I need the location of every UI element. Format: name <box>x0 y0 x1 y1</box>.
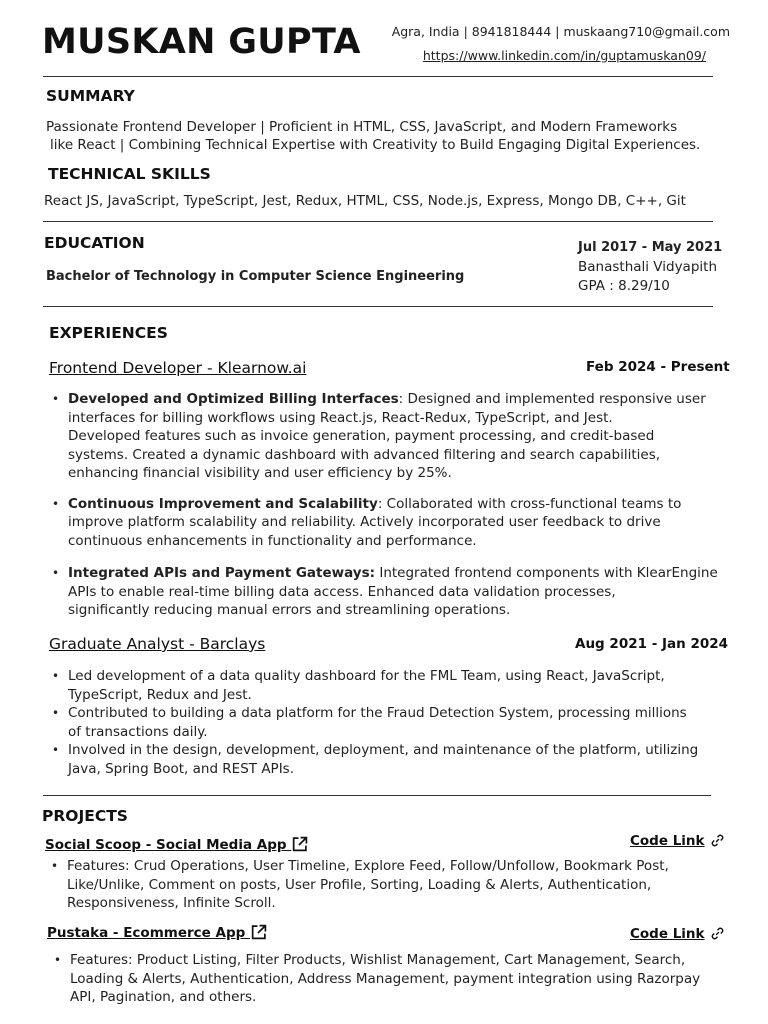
gpa: GPA : 8.29/10 <box>578 278 670 294</box>
external-link-icon[interactable] <box>250 924 267 941</box>
bullet-text: Java, Spring Boot, and REST APIs. <box>68 760 294 777</box>
bullet-text: Involved in the design, development, deployment, and maintenance of the platform, utilizing <box>68 742 699 758</box>
external-link-icon[interactable] <box>291 836 308 853</box>
feature-text: Loading & Alerts, Authentication, Address Management, payment integration using Razorpay <box>70 970 701 987</box>
bullet-text: APIs to enable real-time billing data access. Enhanced data validation processes, <box>68 583 616 600</box>
list-item <box>44 495 724 551</box>
resume-name: MUSKAN GUPTA <box>42 22 361 62</box>
contact-line: Agra, India | 8941818444 | muskaang710@gmail.com <box>391 24 730 39</box>
feature-text: API, Pagination, and others. <box>70 989 257 1005</box>
bullet-text: : Designed and implemented responsive user <box>398 391 706 407</box>
contact-block <box>392 23 730 65</box>
job-title-barclays: Graduate Analyst - Barclays <box>49 635 266 653</box>
school-name: Banasthali Vidyapith <box>578 259 718 275</box>
list-item <box>44 564 724 620</box>
social-scoop-features <box>43 857 723 913</box>
feature-text: Like/Unlike, Comment on posts, User Profile, Sorting, Loading & Alerts, Authentication, <box>67 876 652 893</box>
list-item <box>44 741 724 778</box>
degree-title: Bachelor of Technology in Computer Science Engineering <box>46 269 465 284</box>
feature-text: Responsiveness, Infinite Scroll. <box>67 895 276 911</box>
bullet-heading: Continuous Improvement and Scalability <box>68 495 378 512</box>
code-link-pustaka[interactable] <box>630 923 725 942</box>
bullet-text: interfaces for billing workflows using React.js, React-Redux, TypeScript, and Jest. <box>68 409 613 426</box>
projects-heading: PROJECTS <box>42 807 128 825</box>
summary-heading: SUMMARY <box>46 87 135 105</box>
bullet-heading: Developed and Optimized Billing Interfaces <box>68 391 399 407</box>
skills-heading: TECHNICAL SKILLS <box>48 165 211 183</box>
bullet-text: Contributed to building a data platform for the Fraud Detection System, processing millions <box>68 705 687 721</box>
list-item <box>46 951 726 1007</box>
code-link-social-scoop[interactable] <box>630 830 725 849</box>
chain-link-icon <box>710 926 725 941</box>
education-heading: EDUCATION <box>44 234 145 252</box>
summary-line-1: Passionate Frontend Developer | Proficient in HTML, CSS, JavaScript, and Modern Frameworks <box>46 119 678 135</box>
bullet-text: Developed features such as invoice generation, payment processing, and credit-based <box>68 428 655 444</box>
job-dates-barclays: Aug 2021 - Jan 2024 <box>575 636 729 652</box>
skills-text: React JS, JavaScript, TypeScript, Jest, Redux, HTML, CSS, Node.js, Express, Mongo DB, C++, Git <box>44 193 686 209</box>
bullet-heading: Integrated APIs and Payment Gateways: <box>68 565 376 581</box>
project-title-pustaka[interactable] <box>47 922 267 941</box>
experiences-heading: EXPERIENCES <box>49 324 168 342</box>
divider <box>43 221 713 222</box>
summary-line-2: like React | Combining Technical Expertise with Creativity to Build Engaging Digital Experiences. <box>50 137 701 153</box>
project-title-social-scoop[interactable] <box>45 834 308 853</box>
job-title-klearnow: Frontend Developer - Klearnow.ai <box>49 359 307 377</box>
bullet-text: significantly reducing manual errors and streamlining operations. <box>68 602 511 618</box>
bullet-text: enhancing financial visibility and user efficiency by 25%. <box>68 465 452 481</box>
divider <box>43 76 713 77</box>
project-title-text: Social Scoop - Social Media App <box>45 837 292 853</box>
feature-text: Features: Crud Operations, User Timeline, Explore Feed, Follow/Unfollow, Bookmark Post, <box>67 858 669 874</box>
bullet-text: systems. Created a dynamic dashboard with advanced filtering and search capabilities, <box>68 446 661 463</box>
feature-text: Features: Product Listing, Filter Products, Wishlist Management, Cart Management, Search, <box>70 952 686 968</box>
code-link-text: Code Link <box>630 833 705 849</box>
bullet-text: improve platform scalability and reliability. Actively incorporated user feedback to drive <box>68 514 661 530</box>
education-dates: Jul 2017 - May 2021 <box>578 240 723 255</box>
bullet-text: of transactions daily. <box>68 723 208 740</box>
list-item <box>44 390 724 483</box>
bullet-text: TypeScript, Redux and Jest. <box>68 686 252 703</box>
linkedin-link[interactable]: https://www.linkedin.com/in/guptamuskan09/ <box>422 48 706 63</box>
list-item <box>44 667 724 704</box>
divider <box>43 306 713 307</box>
list-item <box>44 704 724 741</box>
barclays-bullets <box>44 667 724 778</box>
divider <box>43 795 711 796</box>
project-title-text: Pustaka - Ecommerce App <box>47 925 250 941</box>
bullet-text: Integrated frontend components with KlearEngine <box>375 565 718 581</box>
job-dates-klearnow: Feb 2024 - Present <box>586 359 730 375</box>
klearnow-bullets <box>44 390 724 620</box>
bullet-text: continuous enhancements in functionality and performance. <box>68 532 477 549</box>
list-item <box>43 857 723 913</box>
bullet-text: Led development of a data quality dashboard for the FML Team, using React, JavaScript, <box>68 668 665 684</box>
pustaka-features <box>46 951 726 1007</box>
bullet-text: : Collaborated with cross-functional teams to <box>377 495 682 512</box>
code-link-text: Code Link <box>630 926 705 942</box>
chain-link-icon <box>710 833 725 848</box>
